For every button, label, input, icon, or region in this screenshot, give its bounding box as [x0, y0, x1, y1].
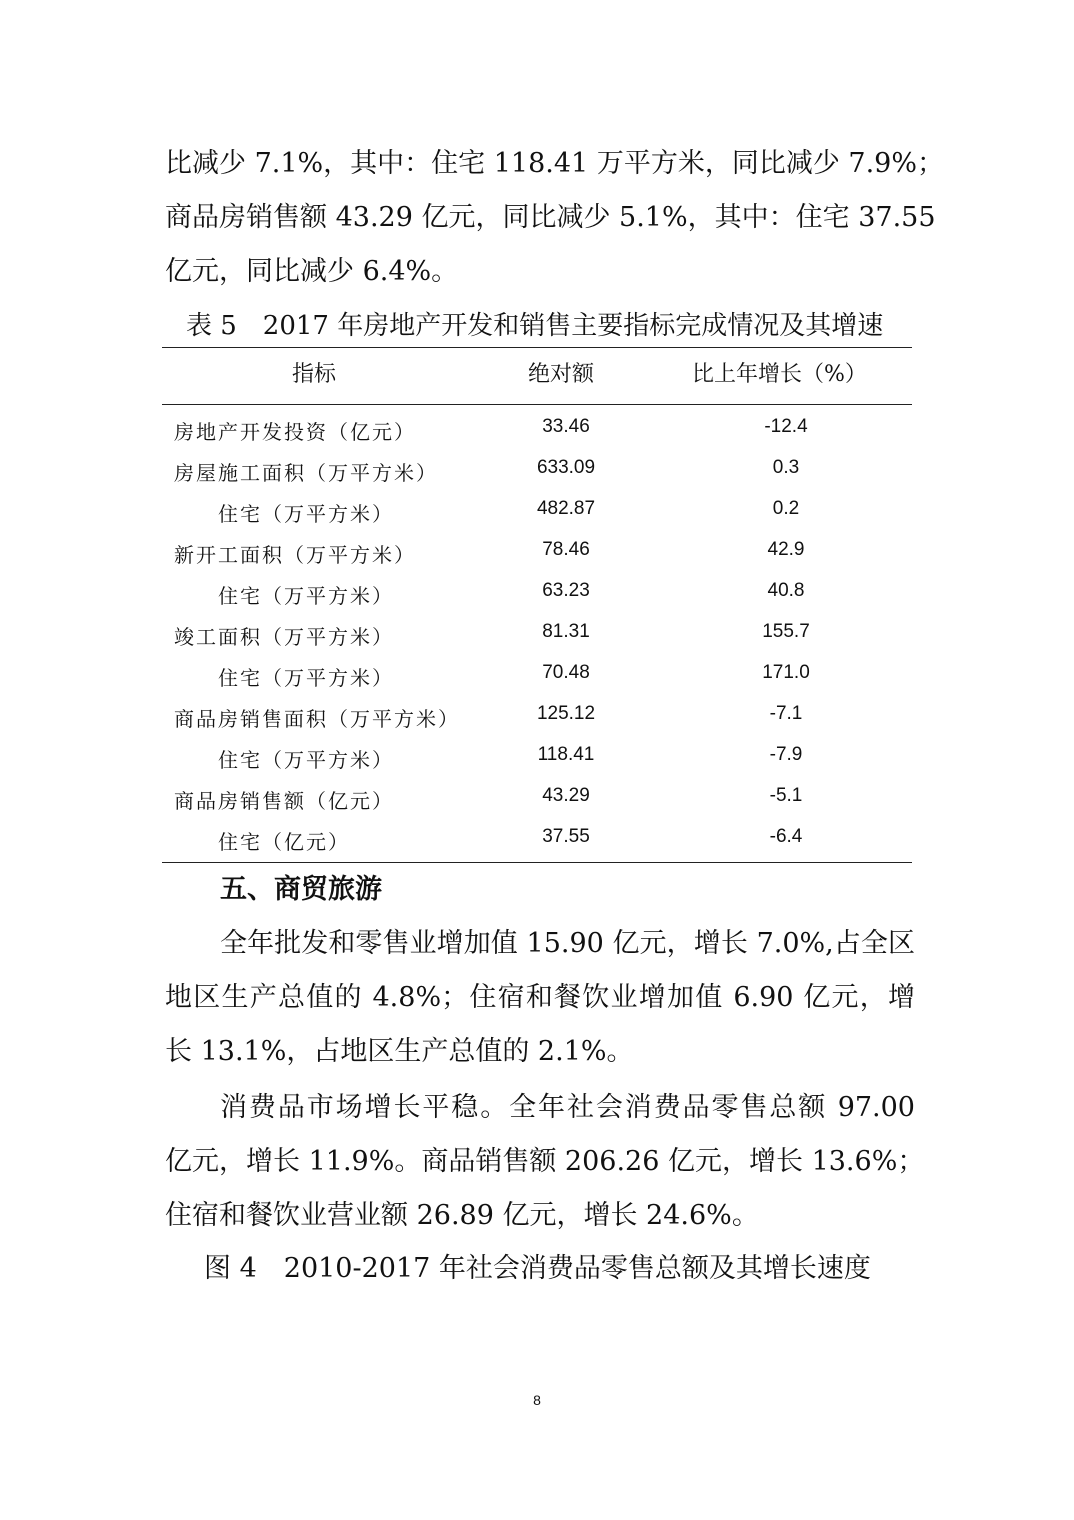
row-growth-value: -5.1 — [769, 785, 803, 806]
row-label: 房屋施工面积（万平方米） — [174, 461, 438, 485]
table-row — [162, 450, 912, 491]
row-label: 商品房销售面积（万平方米） — [174, 707, 460, 731]
table-row — [162, 655, 912, 696]
table-row — [162, 614, 912, 655]
row-growth-value: -6.4 — [769, 826, 803, 847]
row-growth-value: 0.3 — [772, 457, 800, 478]
row-absolute-value: 33.46 — [542, 416, 590, 437]
row-growth-value: 42.9 — [767, 539, 805, 560]
row-label: 商品房销售额（亿元） — [174, 789, 394, 813]
paragraph-1-line-3: 亿元，同比减少 6.4%。 — [165, 256, 459, 287]
table-header-row — [162, 348, 912, 405]
row-growth-value: 0.2 — [772, 498, 800, 519]
row-label: 房地产开发投资（亿元） — [174, 420, 416, 444]
paragraph-3-line-1: 消费品市场增长平稳。全年社会消费品零售总额 97.00 — [220, 1092, 915, 1123]
row-label: 住宅（万平方米） — [218, 502, 394, 526]
row-label: 住宅（万平方米） — [218, 748, 394, 772]
section-heading: 五、商贸旅游 — [220, 874, 382, 905]
header-growth: 比上年增长（%） — [692, 362, 867, 387]
table-body — [162, 405, 912, 862]
table-row — [162, 737, 912, 778]
paragraph-1-line-1: 比减少 7.1%，其中：住宅 118.41 万平方米，同比减少 7.9%； — [165, 148, 944, 179]
table-row — [162, 491, 912, 532]
row-absolute-value: 125.12 — [536, 703, 596, 724]
row-growth-value: 40.8 — [767, 580, 805, 601]
paragraph-1-line-2: 商品房销售额 43.29 亿元，同比减少 5.1%，其中：住宅 37.55 — [165, 202, 936, 233]
row-absolute-value: 633.09 — [536, 457, 596, 478]
row-growth-value: -12.4 — [764, 416, 808, 437]
row-label: 住宅（万平方米） — [218, 666, 394, 690]
row-growth-value: 155.7 — [762, 621, 810, 642]
row-label: 新开工面积（万平方米） — [174, 543, 416, 567]
row-absolute-value: 70.48 — [542, 662, 590, 683]
paragraph-2-line-1: 全年批发和零售业增加值 15.90 亿元，增长 7.0%,占全区 — [220, 928, 915, 959]
row-absolute-value: 37.55 — [542, 826, 590, 847]
row-absolute-value: 118.41 — [537, 744, 595, 765]
table-row — [162, 696, 912, 737]
row-growth-value: 171.0 — [762, 662, 810, 683]
row-label: 住宅（万平方米） — [218, 584, 394, 608]
row-label: 竣工面积（万平方米） — [174, 625, 394, 649]
row-absolute-value: 81.31 — [542, 621, 590, 642]
row-growth-value: -7.1 — [769, 703, 803, 724]
table-caption: 表 5 2017 年房地产开发和销售主要指标完成情况及其增速 — [186, 311, 884, 341]
row-absolute-value: 63.23 — [542, 580, 590, 601]
row-absolute-value: 78.46 — [542, 539, 590, 560]
page-number: 8 — [533, 1392, 541, 1408]
row-growth-value: -7.9 — [769, 744, 803, 765]
indicator-table — [162, 347, 912, 863]
row-absolute-value: 482.87 — [536, 498, 596, 519]
paragraph-3-line-3: 住宿和餐饮业营业额 26.89 亿元，增长 24.6%。 — [165, 1200, 759, 1231]
paragraph-3-line-2: 亿元，增长 11.9%。商品销售额 206.26 亿元，增长 13.6%； — [165, 1146, 925, 1177]
header-indicator: 指标 — [292, 362, 337, 387]
table-row — [162, 819, 912, 860]
row-label: 住宅（亿元） — [218, 830, 350, 854]
figure-caption: 图 4 2010-2017 年社会消费品零售总额及其增长速度 — [204, 1253, 871, 1284]
paragraph-2-line-3: 长 13.1%，占地区生产总值的 2.1%。 — [165, 1036, 634, 1067]
table-row — [162, 532, 912, 573]
table-row — [162, 409, 912, 450]
table-row — [162, 573, 912, 614]
header-absolute: 绝对额 — [528, 362, 595, 387]
paragraph-2-line-2: 地区生产总值的 4.8%；住宿和餐饮业增加值 6.90 亿元，增 — [165, 982, 915, 1013]
table-row — [162, 778, 912, 819]
row-absolute-value: 43.29 — [542, 785, 590, 806]
